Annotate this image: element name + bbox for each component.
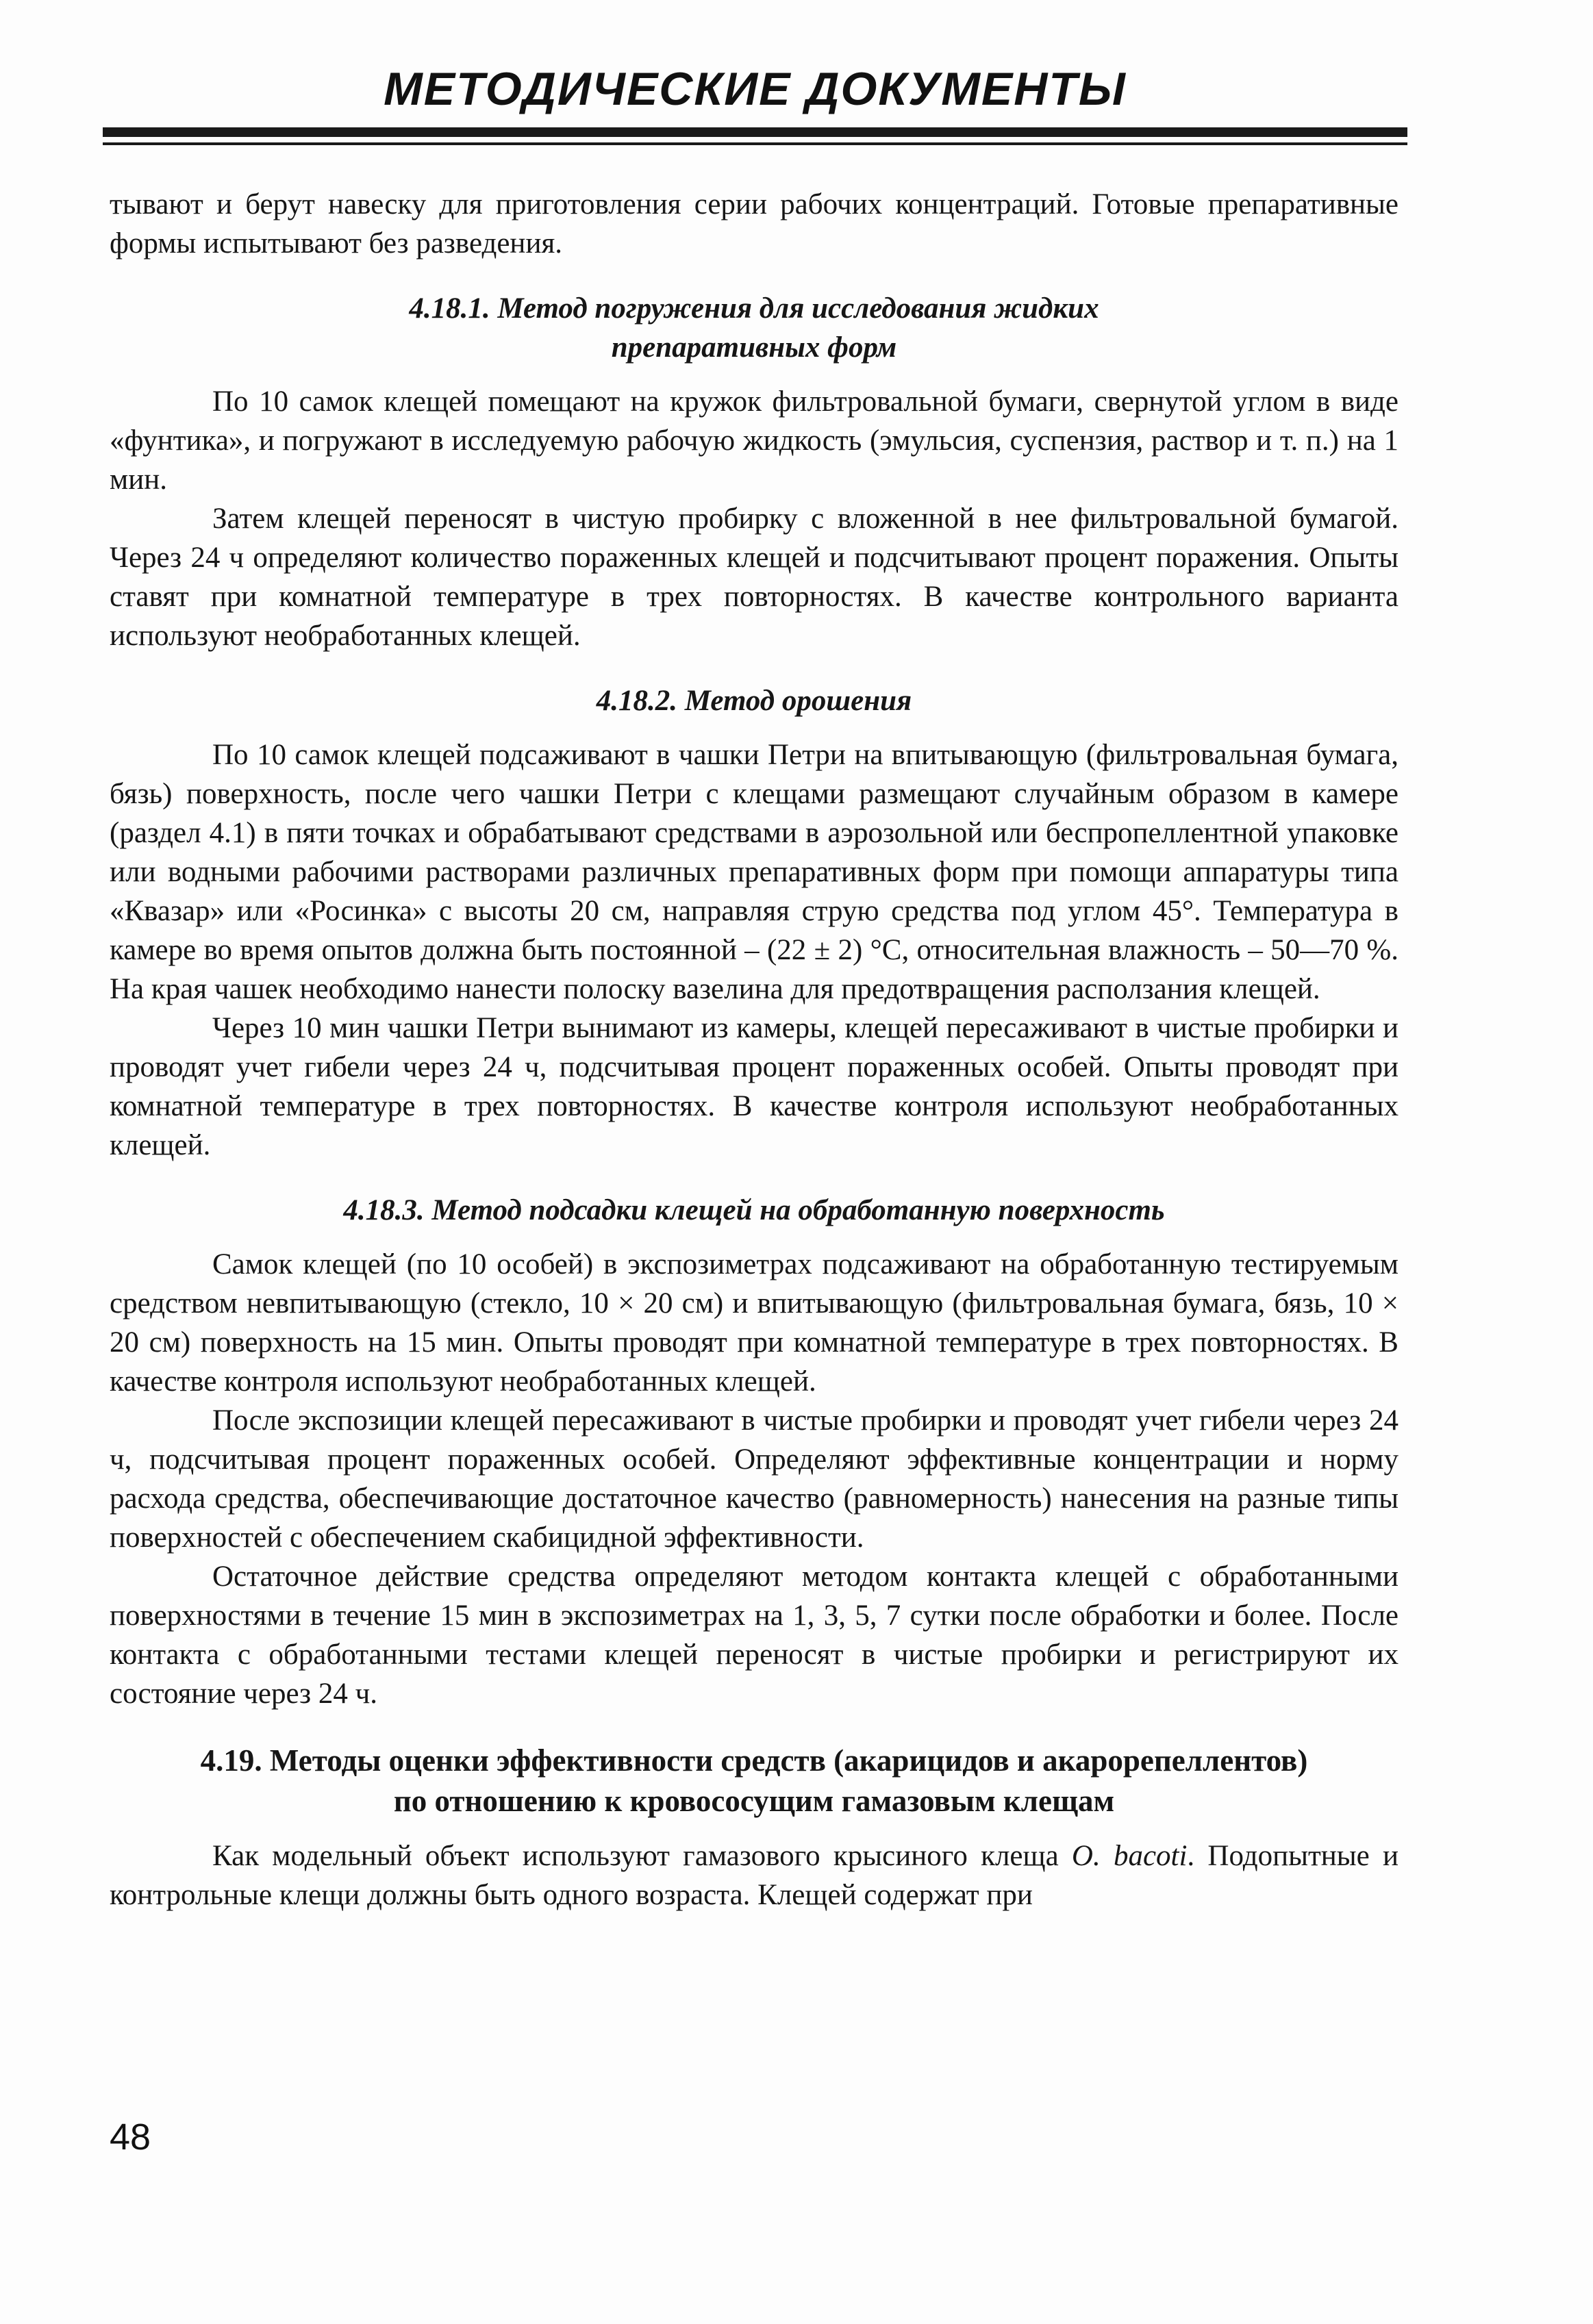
section-4-19-text-end: . Подопытные и контрольные клещи должны быть одного возраста. Клещей содержат при bbox=[110, 1840, 1398, 1911]
section-4-19-heading-line2: по отношению к кровососущим гамазовым клещам bbox=[393, 1784, 1115, 1818]
section-4-18-2-heading: 4.18.2. Метод орошения bbox=[596, 685, 912, 717]
header-rule-thin bbox=[103, 142, 1407, 145]
section-4-19-heading-line1: 4.19. Методы оценки эффективности средств (акарицидов и акарорепеллентов) bbox=[200, 1743, 1308, 1778]
section-4-19-paragraph-1 bbox=[110, 1836, 1398, 1915]
section-4-18-3-paragraph-2: После экспозиции клещей пересаживают в чистые пробирки и проводят учет гибели через 24 ч, подсчитывая процент пораженных особей. Определяют эффективные концентрации и норму расхода средства, обеспечивающие достаточное качество (равномерность) нанесения на разные типы поверхностей с обеспечением скабицидной эффективности. bbox=[110, 1404, 1398, 1554]
section-4-18-2-paragraph-1: По 10 самок клещей подсаживают в чашки Петри на впитывающую (фильтровальная бумага, бязь) поверхность, после чего чашки Петри с клещами размещают случайным образом в камере (раздел 4.1) в пяти точках и обрабатывают средствами в аэрозольной или беспропеллентной упаковке или водными рабочими растворами различных препаративных форм при помощи аппаратуры типа «Квазар» или «Росинка» с высоты 20 см, направляя струю средства под углом 45°. Температура в камере во время опытов должна быть постоянной – (22 ± 2) °С, относительная влажность – 50—70 %. На края чашек необходимо нанести полоску вазелина для предотвращения расползания клещей. bbox=[110, 739, 1398, 1005]
page-number: 48 bbox=[110, 2117, 151, 2158]
running-header: МЕТОДИЧЕСКИЕ ДОКУМЕНТЫ bbox=[384, 63, 1127, 115]
section-4-19-heading bbox=[110, 1741, 1398, 1821]
section-4-18-1-paragraph-2: Затем клещей переносят в чистую пробирку с вложенной в нее фильтровальной бумагой. Через 24 ч определяют количество пораженных клещей и подсчитывают процент поражения. Опыты ставят при комнатной температуре в трех повторностях. В качестве контрольного варианта используют необработанных клещей. bbox=[110, 503, 1398, 652]
header-rule-thick bbox=[103, 127, 1407, 137]
intro-paragraph: тывают и берут навеску для приготовления серии рабочих концентраций. Готовые препаративные формы испытывают без разведения. bbox=[110, 188, 1398, 260]
section-4-18-1-heading-line1: 4.18.1. Метод погружения для исследования жидких bbox=[409, 292, 1099, 325]
section-4-18-3-paragraph-3: Остаточное действие средства определяют методом контакта клещей с обработанными поверхностями в течение 15 мин в экспозиметрах на 1, 3, 5, 7 сутки после обработки и более. После контакта с обработанными тестами клещей переносят в чистые пробирки и регистрируют их состояние через 24 ч. bbox=[110, 1561, 1398, 1710]
section-4-18-3-paragraph-1: Самок клещей (по 10 особей) в экспозиметрах подсаживают на обработанную тестируемым средством невпитывающую (стекло, 10 × 20 см) и впитывающую (фильтровальная бумага, бязь, 10 × 20 см) поверхность на 15 мин. Опыты проводят при комнатной температуре в трех повторностях. В качестве контроля используют необработанных клещей. bbox=[110, 1248, 1398, 1398]
section-4-18-1-heading-line2: препаративных форм bbox=[611, 331, 897, 364]
section-4-18-2-paragraph-2: Через 10 мин чашки Петри вынимают из камеры, клещей пересаживают в чистые пробирки и проводят учет гибели через 24 ч, подсчитывая процент пораженных особей. Опыты проводят при комнатной температуре в трех повторностях. В качестве контроля используют необработанных клещей. bbox=[110, 1012, 1398, 1161]
section-4-19-text-start: Как модельный объект используют гамазового крысиного клеща bbox=[212, 1840, 1072, 1872]
section-4-18-3-heading: 4.18.3. Метод подсадки клещей на обработанную поверхность bbox=[343, 1194, 1165, 1226]
body-text bbox=[110, 185, 1398, 1915]
species-name: O. bacoti bbox=[1071, 1840, 1188, 1872]
section-4-18-1-paragraph-1: По 10 самок клещей помещают на кружок фильтровальной бумаги, свернутой углом в виде «фунтика», и погружают в исследуемую рабочую жидкость (эмульсия, суспензия, раствор и т. п.) на 1 мин. bbox=[110, 386, 1398, 496]
section-4-18-1-heading bbox=[110, 289, 1398, 367]
